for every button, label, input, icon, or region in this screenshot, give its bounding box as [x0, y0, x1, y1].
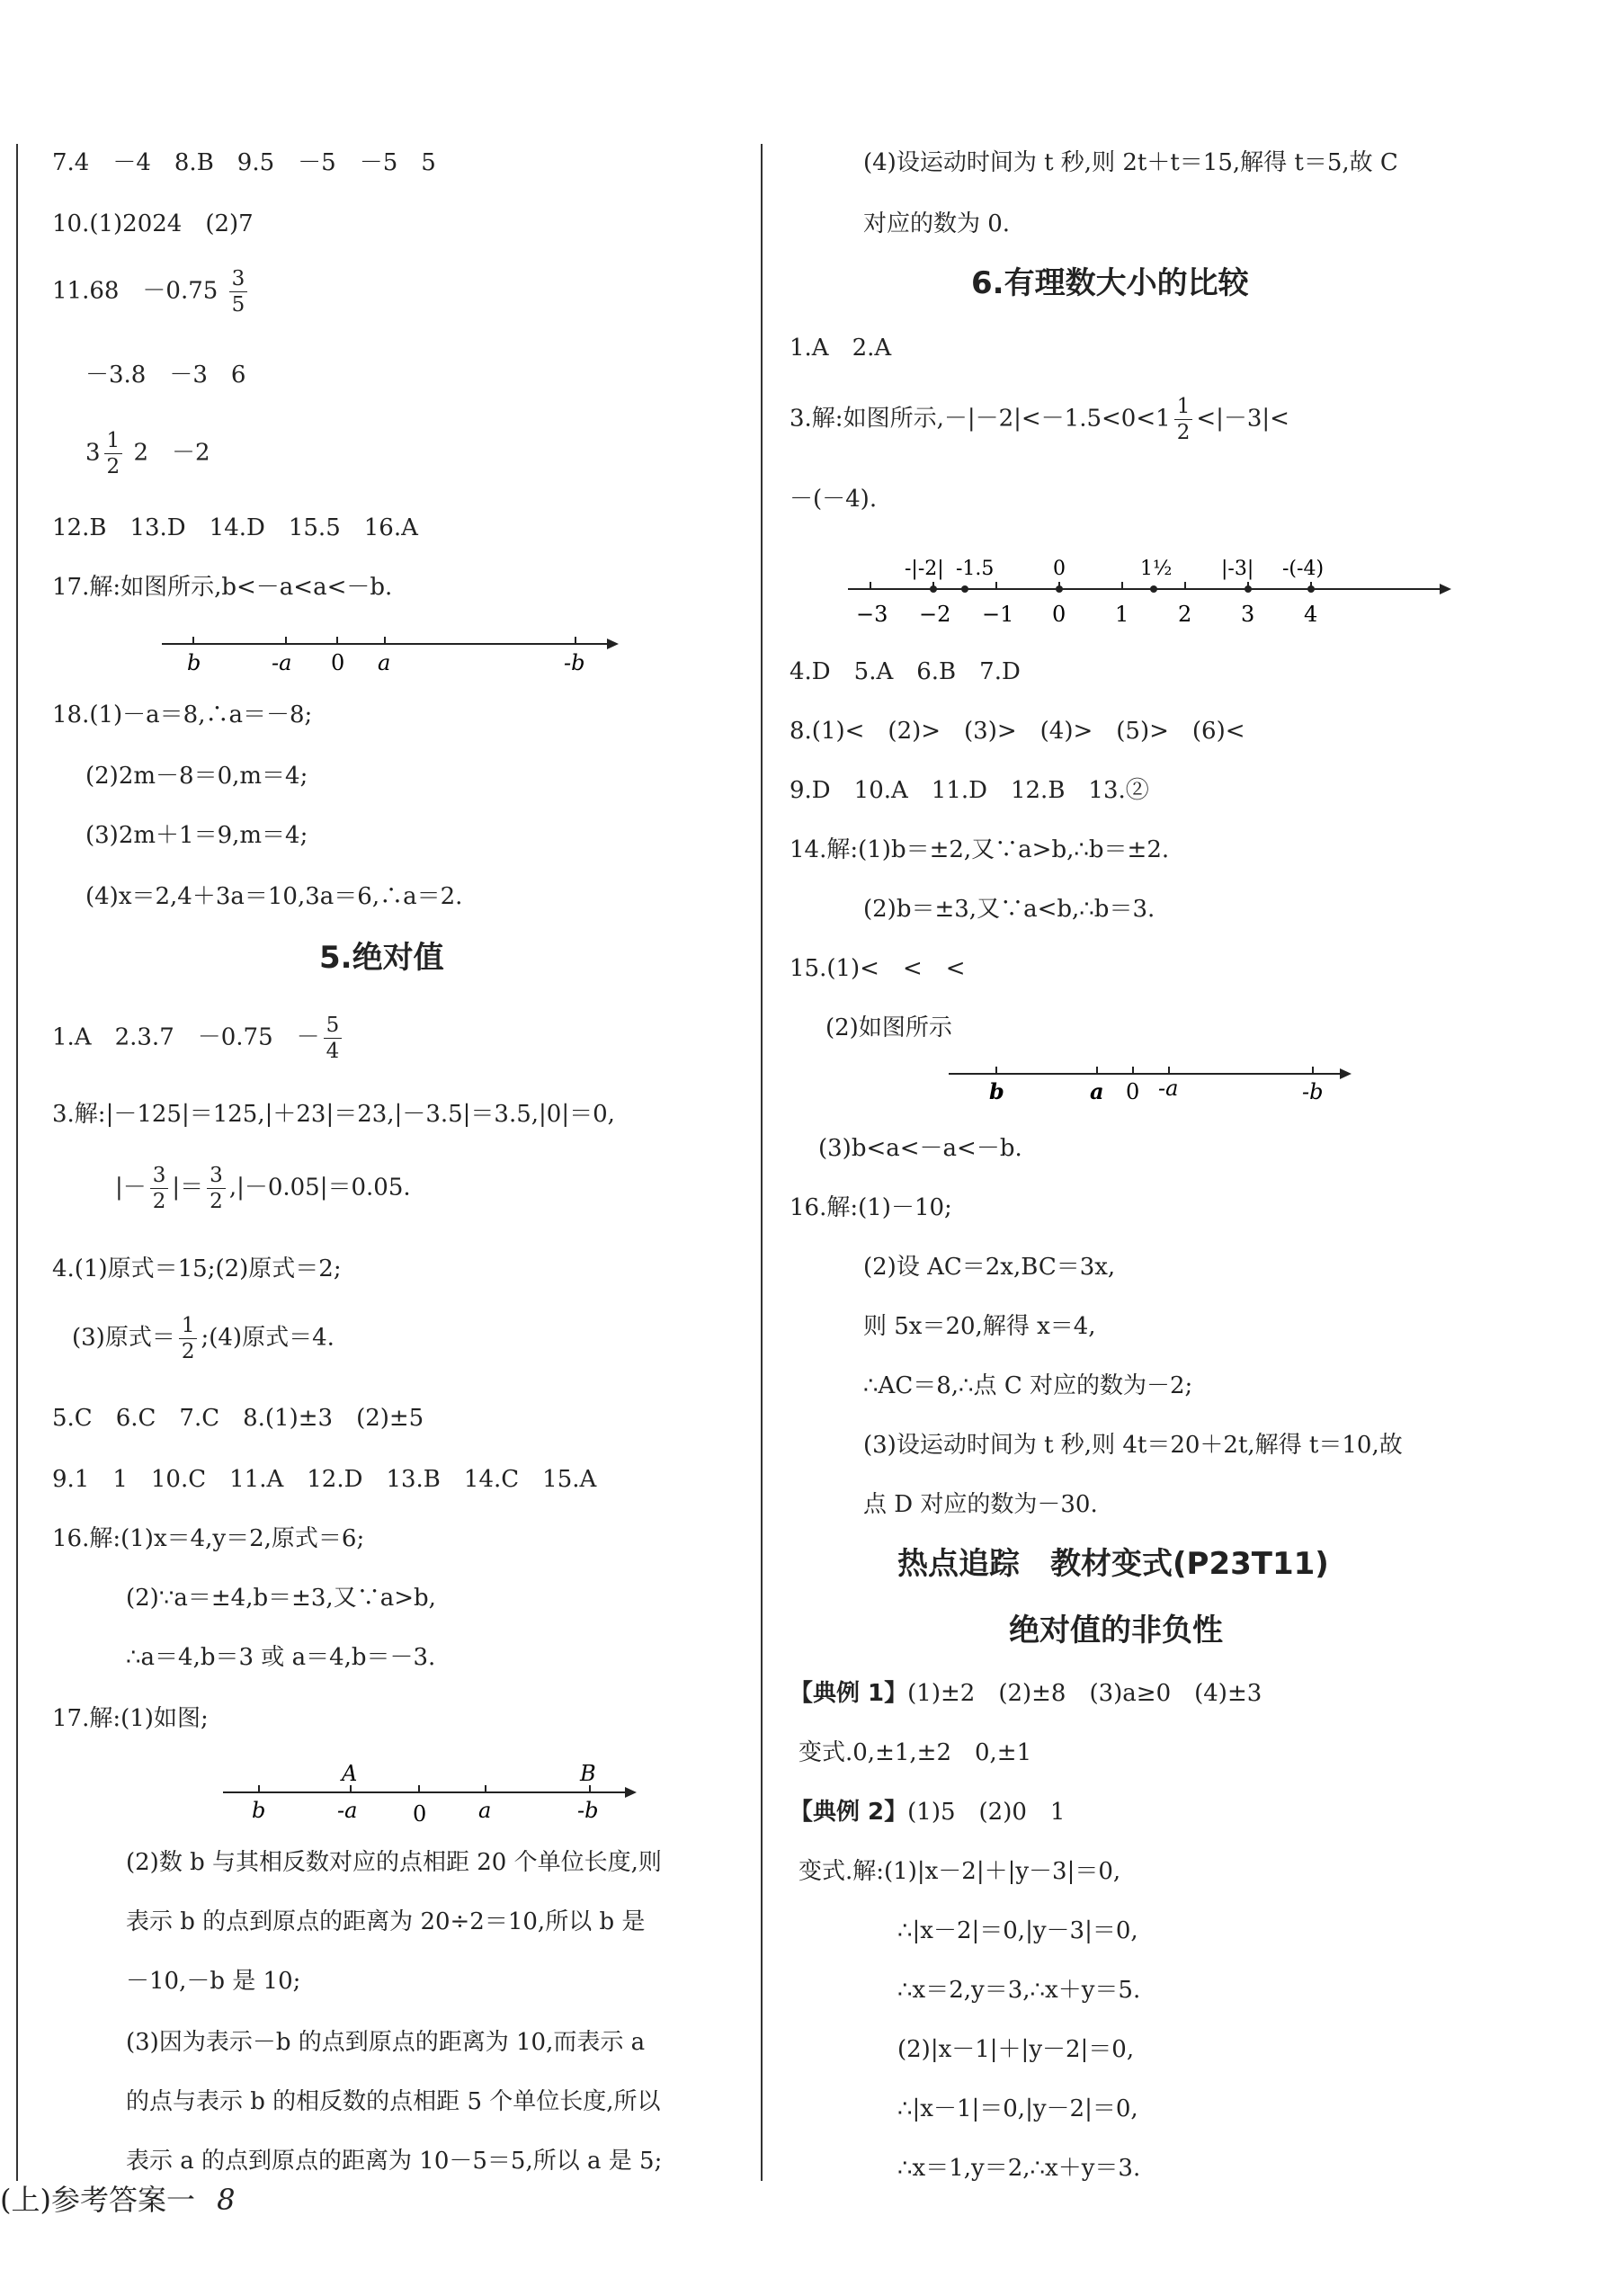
answer-line: 15.(1)< < < [790, 955, 966, 982]
tick-label: −1 [982, 602, 1014, 627]
answer-text: |－ [115, 1174, 147, 1202]
tick-label: 3 [1241, 602, 1255, 627]
answer-line: ∴x＝1,y＝2,∴x＋y＝3. [897, 2155, 1141, 2182]
example-tag: 【典例 1】 [790, 1680, 908, 1707]
label-B: B [580, 1761, 596, 1786]
fraction: $\frac{3}{2}$ [150, 1165, 169, 1212]
page-number: 8 [217, 2183, 236, 2217]
answer-line: (2)设 AC＝2x,BC＝3x, [863, 1254, 1116, 1281]
number-line-1 [153, 621, 620, 683]
label-neg1-5: -1.5 [956, 558, 995, 580]
answer-line: 16.解:(1)－10; [790, 1194, 952, 1221]
answer-line: (2)2m－8＝0,m＝4; [85, 763, 308, 790]
answer-line: 17.解:如图所示,b<－a<a<－b. [52, 574, 393, 601]
label-b: b [252, 1798, 266, 1823]
right-column [764, 0, 1597, 2296]
section-subheading: 绝对值的非负性 [1009, 1613, 1223, 1648]
answer-line [790, 1682, 1262, 1705]
answer-text: 1.A 2.3.7 －0.75 － [52, 1023, 320, 1051]
fraction: $\frac{5}{4}$ [324, 1014, 343, 1062]
label-neg-neg4: -(-4) [1282, 558, 1325, 580]
answer-line: 8.(1)< (2)> (3)> (4)> (5)> (6)< [790, 718, 1245, 745]
left-column [0, 0, 764, 2296]
fraction: $\frac{1}{2}$ [179, 1315, 198, 1362]
answer-text: 2 －2 [133, 439, 210, 467]
example-tag: 【典例 2】 [790, 1799, 908, 1826]
answer-line: ∴|x－1|＝0,|y－2|＝0, [897, 2095, 1138, 2122]
answer-text: 3.解:如图所示,－|－2|<－1.5<0<1 [790, 405, 1171, 433]
answer-text: (1)5 (2)0 1 [907, 1799, 1066, 1826]
answer-text: |＝ [172, 1174, 204, 1202]
answer-line: 4.(1)原式＝15;(2)原式＝2; [52, 1255, 342, 1282]
answer-line: (3)b<a<－a<－b. [818, 1135, 1022, 1162]
answer-line: 10.(1)2024 (2)7 [52, 210, 254, 237]
answer-text: ;(4)原式＝4. [201, 1324, 335, 1352]
tick-label: 0 [1052, 602, 1066, 627]
tick-label: 4 [1304, 602, 1318, 627]
answer-line: ∴a＝4,b＝3 或 a＝4,b＝－3. [126, 1644, 436, 1671]
fraction: $\frac{3}{2}$ [207, 1165, 226, 1212]
section-heading: 6.有理数大小的比较 [971, 265, 1249, 301]
number-line-3 [843, 544, 1455, 634]
label-neg-b: -b [577, 1798, 599, 1823]
answer-line: (2)|x－1|＋|y－2|＝0, [897, 2036, 1135, 2063]
answer-line: (3)因为表示－b 的点到原点的距离为 10,而表示 a [126, 2029, 646, 2056]
answer-text: (3)原式＝ [72, 1324, 175, 1352]
page-footer [0, 2183, 236, 2217]
tick-label: 1 [1115, 602, 1129, 627]
answer-text: 11.68 －0.75 [52, 277, 219, 305]
answer-line: 17.解:(1)如图; [52, 1705, 209, 1732]
answer-line: 变式.0,±1,±2 0,±1 [798, 1739, 1032, 1766]
answer-line [115, 1165, 411, 1212]
answer-line: 14.解:(1)b＝±2,又∵a>b,∴b＝±2. [790, 836, 1170, 863]
fraction: $\frac{1}{2}$ [104, 430, 123, 478]
label-zero: 0 [331, 650, 345, 675]
section-heading: 5.绝对值 [319, 940, 444, 976]
answer-text: ,|－0.05|＝0.05. [228, 1174, 411, 1202]
label-neg-b: -b [1302, 1079, 1324, 1104]
label-A: A [342, 1761, 358, 1786]
answer-line: －10,－b 是 10; [126, 1968, 301, 1995]
answer-line: 9.D 10.A 11.D 12.B 13.② [790, 777, 1149, 804]
answer-line: 变式.解:(1)|x－2|＋|y－3|＝0, [798, 1858, 1121, 1885]
answer-line [790, 1800, 1065, 1824]
answer-line: 5.C 6.C 7.C 8.(1)±3 (2)±5 [52, 1405, 424, 1432]
answer-line: 12.B 13.D 14.D 15.5 16.A [52, 514, 418, 541]
tick-label: −2 [919, 602, 951, 627]
answer-line: 7.4 －4 8.B 9.5 －5 －5 5 [52, 149, 436, 176]
label-b: b [187, 650, 201, 675]
label-neg-a: -a [337, 1798, 358, 1823]
answer-line: 18.(1)－a＝8,∴a＝－8; [52, 701, 313, 728]
answer-line [52, 268, 251, 316]
label-neg-a: -a [1158, 1076, 1179, 1101]
label-zero: 0 [413, 1801, 427, 1827]
label-abs-neg2: -|-2| [905, 558, 944, 580]
answer-line: (2)数 b 与其相反数对应的点相距 20 个单位长度,则 [126, 1849, 662, 1876]
answer-line: 16.解:(1)x＝4,y＝2,原式＝6; [52, 1525, 365, 1552]
answer-line: 表示 a 的点到原点的距离为 10－5＝5,所以 a 是 5; [126, 2148, 663, 2175]
answer-line: 则 5x＝20,解得 x＝4, [863, 1313, 1096, 1340]
answer-line: －(－4). [790, 486, 878, 513]
fraction: $\frac{1}{2}$ [1174, 396, 1193, 443]
answer-line: －3.8 －3 6 [85, 362, 246, 389]
answer-line: 4.D 5.A 6.B 7.D [790, 658, 1021, 685]
answer-text: (1)±2 (2)±8 (3)a≥0 (4)±3 [907, 1680, 1262, 1707]
label-b: b [989, 1078, 1004, 1104]
answer-text: 3 [85, 439, 101, 467]
answer-line: (4)设运动时间为 t 秒,则 2t＋t＝15,解得 t＝5,故 C [863, 149, 1398, 176]
answer-line [790, 396, 1289, 443]
label-a: a [1090, 1078, 1104, 1104]
fraction: $\frac{3}{5}$ [229, 268, 248, 316]
footer-text: (上)参考答案一 [0, 2183, 195, 2217]
answer-line: (3)设运动时间为 t 秒,则 4t＝20＋2t,解得 t＝10,故 [863, 1432, 1403, 1459]
label-neg-a: -a [272, 650, 292, 675]
label-one-half: 1½ [1140, 558, 1173, 580]
answer-line [72, 1315, 335, 1362]
answer-line: 的点与表示 b 的相反数的点相距 5 个单位长度,所以 [126, 2088, 661, 2115]
answer-line: (4)x＝2,4＋3a＝10,3a＝6,∴a＝2. [85, 883, 463, 910]
tick-label: −3 [856, 602, 888, 627]
label-top-zero: 0 [1053, 558, 1066, 580]
answer-line: 9.1 1 10.C 11.A 12.D 13.B 14.C 15.A [52, 1466, 597, 1493]
answer-line: (3)2m＋1＝9,m＝4; [85, 822, 308, 849]
number-line-2 [216, 1758, 638, 1830]
label-zero: 0 [1126, 1079, 1140, 1104]
answer-line [85, 430, 210, 478]
answer-line: 3.解:|－125|＝125,|＋23|＝23,|－3.5|＝3.5,|0|＝0, [52, 1101, 615, 1128]
answer-line [52, 1014, 345, 1062]
answer-line: 对应的数为 0. [863, 210, 1011, 237]
tick-label: 2 [1178, 602, 1192, 627]
answer-text: <|－3|< [1196, 405, 1289, 433]
answer-line: (2)如图所示 [825, 1014, 952, 1041]
label-abs-neg3: |-3| [1221, 558, 1254, 580]
label-a: a [478, 1798, 492, 1823]
label-a: a [378, 650, 391, 675]
label-neg-b: -b [564, 650, 585, 675]
answer-line: ∴|x－2|＝0,|y－3|＝0, [897, 1917, 1138, 1944]
answer-line: ∴x＝2,y＝3,∴x＋y＝5. [897, 1977, 1141, 2004]
answer-line: 表示 b 的点到原点的距离为 20÷2＝10,所以 b 是 [126, 1908, 646, 1935]
answer-line: 点 D 对应的数为－30. [863, 1491, 1098, 1518]
answer-line: 1.A 2.A [790, 335, 892, 362]
answer-line: ∴AC＝8,∴点 C 对应的数为－2; [863, 1372, 1193, 1399]
number-line-4 [944, 1054, 1358, 1108]
answer-line: (2)b＝±3,又∵a<b,∴b＝3. [863, 896, 1155, 923]
section-heading: 热点追踪 教材变式(P23T11) [897, 1546, 1329, 1582]
answer-line: (2)∵a＝±4,b＝±3,又∵a>b, [126, 1585, 436, 1612]
